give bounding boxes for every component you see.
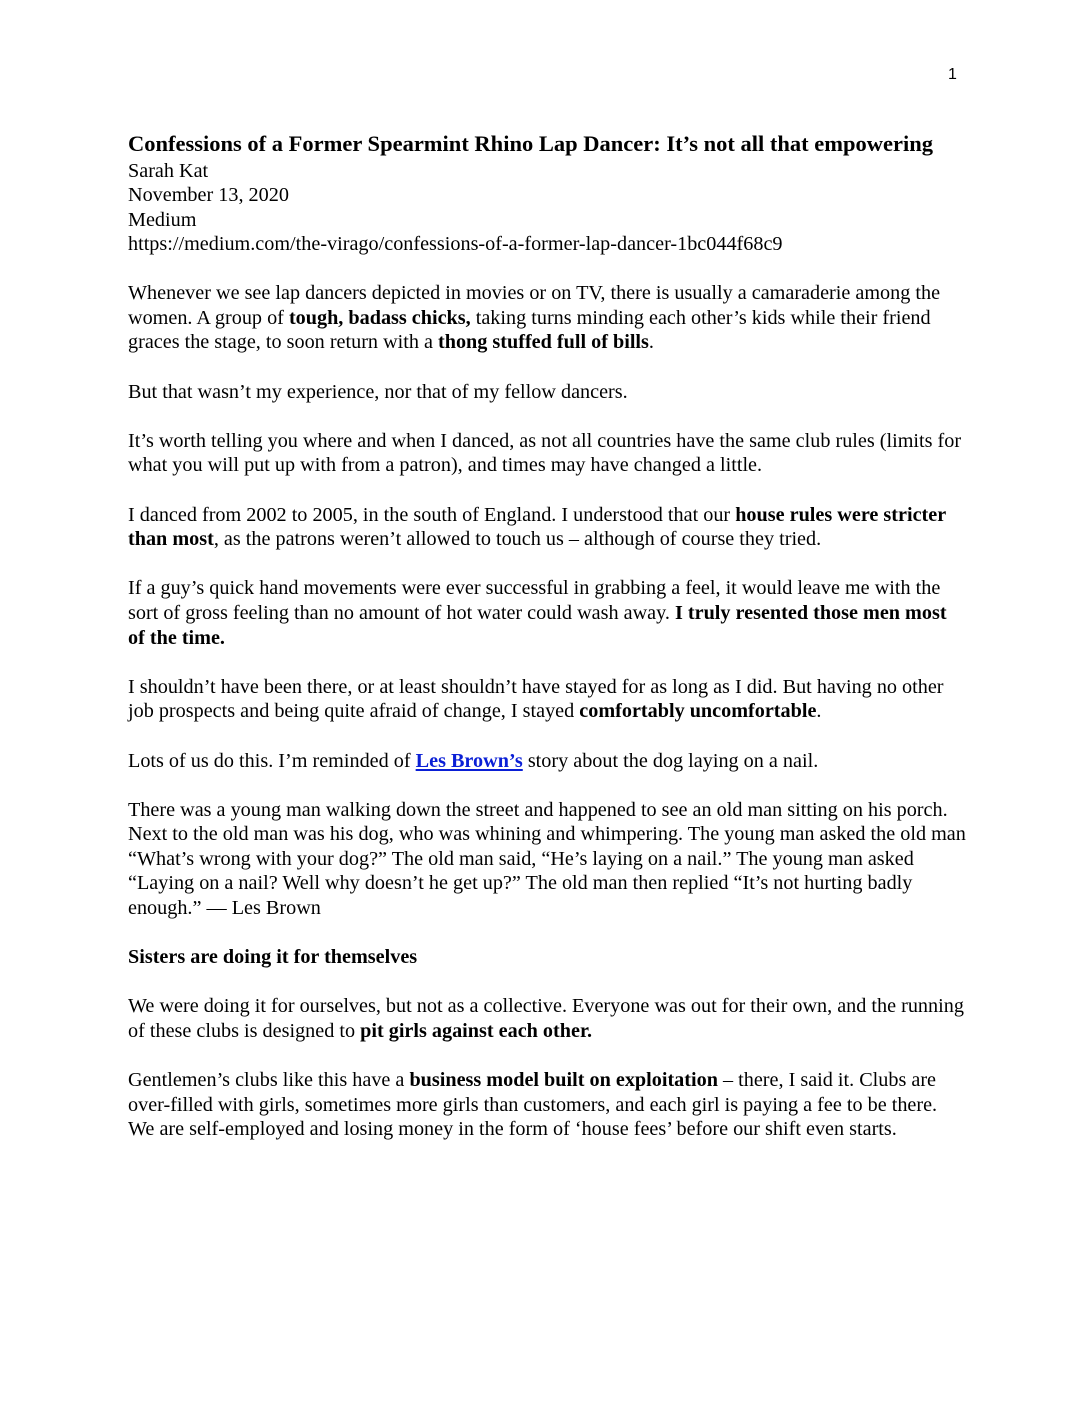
paragraph-9 (128, 994, 968, 1043)
paragraph-2: But that wasn’t my experience, nor that of my fellow dancers. (128, 380, 628, 403)
text: I shouldn’t have been there, or at least shouldn’t have stayed for as long as I did. But having no other job prospects and being quite afraid of change, I stayed (128, 675, 944, 723)
text: If a guy’s quick hand movements were ever successful in grabbing a feel, it would leave me with the sort of gross feeling than no amount of hot water could wash away. (128, 577, 941, 624)
text: Whenever we see lap dancers depicted in movies or on TV, there is usually a camaraderie among the women. A group of (128, 282, 941, 329)
bold-text: thong stuffed full of bills (438, 331, 649, 354)
paragraph-5 (128, 576, 968, 650)
section-subheading: Sisters are doing it for themselves (128, 946, 418, 969)
bold-text: tough, badass chicks, (288, 306, 471, 329)
text: taking turns minding each other’s kids while their friend graces the stage, to soon return with a (128, 306, 931, 354)
text: We were doing it for ourselves, but not as a collective. Everyone was out for their own, and the running of these clubs is designed to (128, 995, 964, 1043)
publish-date: November 13, 2020 (128, 184, 289, 207)
paragraph-8-quote: There was a young man walking down the street and happened to see an old man sitting on his porch. Next to the old man was his dog, who was whining and whimpering. The young man asked the old man “What’s wrong with your dog?” The old man said, “He’s laying on a nail.” The young man asked “Laying on a nail? Well why doesn’t he get up?” The old man then replied “It’s not hurting badly enough.” — Les Brown (128, 798, 966, 920)
text: Gentlemen’s clubs like this have a (128, 1069, 410, 1092)
paragraph-7 (128, 749, 968, 774)
text: story about the dog laying on a nail. (522, 749, 819, 772)
publication: Medium (128, 208, 197, 231)
text: , as the patrons weren’t allowed to touch us – although of course they tried. (213, 528, 822, 551)
paragraph-6 (128, 675, 968, 724)
text: – there, I said it. Clubs are over-filled with girls, sometimes more girls than customers, and each girl is paying a fee to be there. We are self-employed and losing money in the form of ‘house fees’ before our shift even starts. (128, 1069, 938, 1141)
bold-text: pit girls against each other. (360, 1020, 593, 1043)
bold-text: I truly resented those men most of the time. (128, 601, 947, 649)
bold-text: house rules were stricter than most (128, 503, 946, 551)
source-url: https://medium.com/the-virago/confessions-of-a-former-lap-dancer-1bc044f68c9 (128, 233, 783, 256)
author: Sarah Kat (128, 160, 209, 182)
text: Lots of us do this. I’m reminded of (128, 749, 416, 772)
article-meta (128, 159, 968, 257)
paragraph-4 (128, 503, 968, 552)
text: I danced from 2002 to 2005, in the south of England. I understood that our (128, 503, 736, 526)
article-title: Confessions of a Former Spearmint Rhino Lap Dancer: It’s not all that empowering (128, 131, 933, 156)
text: . (648, 331, 654, 354)
page-number: 1 (948, 66, 957, 83)
les-brown-link[interactable]: Les Brown’s (415, 749, 523, 772)
paragraph-10 (128, 1068, 968, 1142)
paragraph-3: It’s worth telling you where and when I danced, as not all countries have the same club rules (limits for what you will put up with from a patron), and times may have changed a little. (128, 429, 962, 477)
paragraph-1 (128, 281, 968, 355)
document-body (128, 128, 968, 1167)
bold-text: comfortably uncomfortable (579, 700, 817, 723)
text: . (816, 700, 822, 723)
bold-text: business model built on exploitation (409, 1069, 718, 1092)
